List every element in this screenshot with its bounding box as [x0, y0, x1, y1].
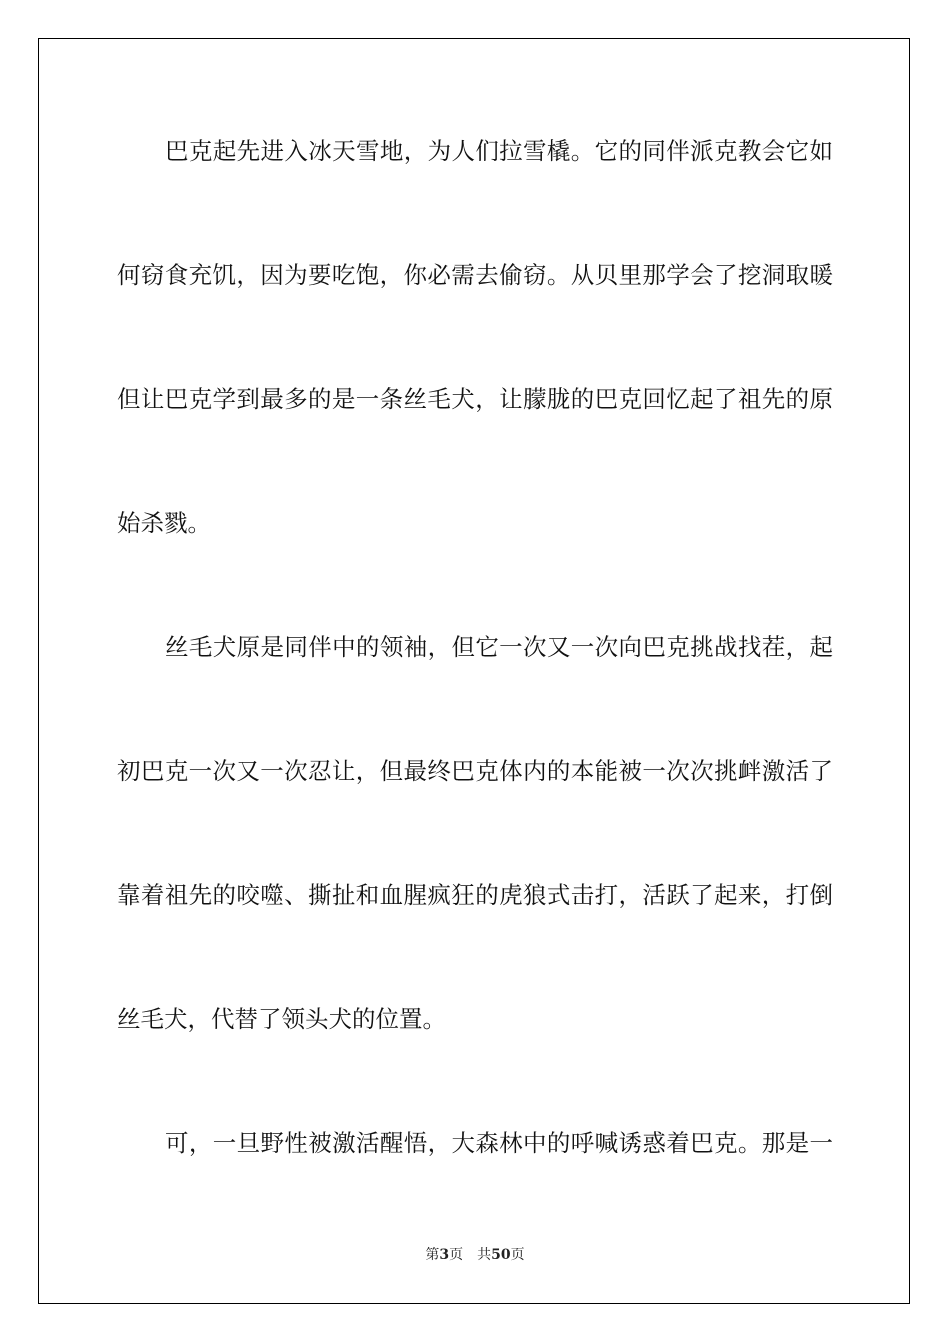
page-number: 3 — [439, 1247, 450, 1263]
paragraph-1-line-2: 何窃食充饥，因为要吃饱，你必需去偷窃。从贝里那学会了挖洞取暖 — [117, 261, 833, 289]
paragraph-2-line-2: 初巴克一次又一次忍让，但最终巴克体内的本能被一次次挑衅激活了 — [117, 757, 833, 785]
paragraph-1-line-3: 但让巴克学到最多的是一条丝毛犬，让朦胧的巴克回忆起了祖先的原 — [117, 385, 833, 413]
page-prefix: 第 — [425, 1247, 440, 1263]
paragraph-2-line-4: 丝毛犬，代替了领头犬的位置。 — [117, 1005, 446, 1033]
page-border — [38, 38, 910, 1304]
page-suffix: 页 — [449, 1247, 464, 1263]
total-pages: 50 — [491, 1247, 511, 1263]
paragraph-2-line-1: 丝毛犬原是同伴中的领袖，但它一次又一次向巴克挑战找茬，起 — [165, 633, 833, 661]
paragraph-2-line-3: 靠着祖先的咬噬、撕扯和血腥疯狂的虎狼式击打，活跃了起来，打倒 — [117, 881, 833, 909]
page-footer — [0, 1244, 950, 1264]
paragraph-1-line-4: 始杀戮。 — [117, 509, 211, 537]
total-prefix: 共 — [477, 1247, 492, 1263]
paragraph-1-line-1: 巴克起先进入冰天雪地，为人们拉雪橇。它的同伴派克教会它如 — [165, 137, 833, 165]
total-suffix: 页 — [510, 1247, 525, 1263]
paragraph-3-line-1: 可，一旦野性被激活醒悟，大森林中的呼喊诱惑着巴克。那是一 — [165, 1129, 833, 1157]
